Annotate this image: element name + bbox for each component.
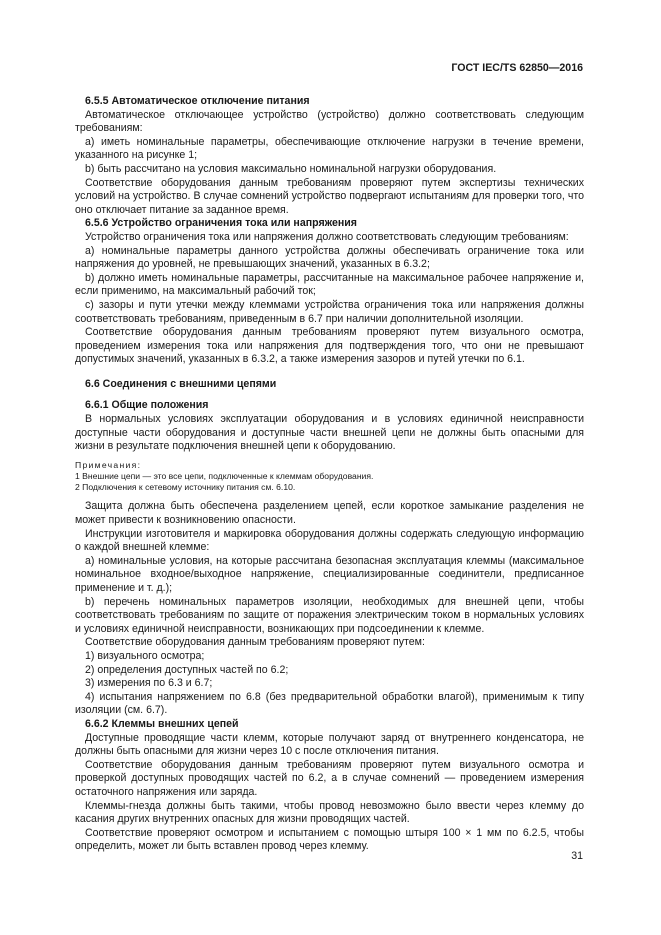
list-item: 3) измерения по 6.3 и 6.7; (85, 677, 213, 690)
page-body (75, 95, 584, 854)
paragraph: В нормальных условиях эксплуатации оборудования и в условиях единичной неисправности доступные части оборудования и доступные части внешней цепи не должны быть опасными для жизни в результате подключения внешней цепи к оборудованию. (75, 413, 584, 453)
paragraph: Соответствие оборудования данным требованиям проверяют путем экспертизы технических условий на устройство. В случае сомнений устройство подвергают испытаниям для проверки того, что оно отключает питание за заданное время. (75, 176, 584, 216)
heading-6-6: 6.6 Соединения с внешними цепями (85, 377, 277, 390)
note-item: 2 Подключения к сетевому источнику питания см. 6.10. (75, 482, 296, 493)
list-item: а) иметь номинальные параметры, обеспечивающие отключение нагрузки в течение времени, указанного на рисунке 1; (75, 135, 584, 162)
list-item: а) номинальные условия, на которые рассчитана безопасная эксплуатация клеммы (максимальное номинальное входное/выходное напряжение, специализированные соединители, предписанное применение и т. д.); (75, 554, 584, 595)
list-item: а) номинальные параметры данного устройства должны обеспечивать ограничение тока или напряжения до уровней, не превышающих значений, указанных в 6.3.2; (75, 244, 584, 271)
page-number: 31 (571, 850, 583, 862)
list-item: 1) визуального осмотра; (85, 649, 205, 662)
heading-6-6-2: 6.6.2 Клеммы внешних цепей (85, 717, 239, 730)
paragraph: Соответствие оборудования данным требованиям проверяют путем визуального осмотра и проверкой доступных проводящих частей по 6.2, а в случае сомнений — проведением измерения остаточного напряжения или заряда. (75, 758, 584, 798)
paragraph: Автоматическое отключающее устройство (устройство) должно соответствовать следующим требованиям: (75, 108, 584, 135)
list-item: b) перечень номинальных параметров изоляции, необходимых для внешней цепи, чтобы соответствовать требованиям по защите от поражения электрическим током в нормальных условиях и условиях единичной неисправности, возникающих при подсоединении к клемме. (75, 595, 584, 635)
paragraph: Клеммы-гнезда должны быть такими, чтобы провод невозможно было ввести через клемму до касания других внутренних опасных для жизни проводящих частей. (75, 799, 584, 826)
paragraph: Защита должна быть обеспечена разделением цепей, если короткое замыкание разделения не может привести к возникновению опасности. (75, 500, 584, 527)
paragraph: Соответствие оборудования данным требованиям проверяют путем визуального осмотра, проведением измерения тока или напряжения для подтверждения того, что они не превышают допустимых значений, указанных в 6.3.2, а также измерения зазоров и путей утечки по 6.1. (75, 326, 584, 366)
heading-6-5-5: 6.5.5 Автоматическое отключение питания (85, 95, 310, 107)
paragraph: Соответствие оборудования данным требованиям проверяют путем: (85, 636, 425, 649)
list-item: с) зазоры и пути утечки между клеммами устройства ограничения тока или напряжения должны соответствовать требованиям, приведенным в 6.7 при наличии дополнительной изоляции. (75, 298, 584, 325)
paragraph: Инструкции изготовителя и маркировка оборудования должны содержать следующую информацию о каждой внешней клемме: (75, 527, 584, 554)
heading-6-6-1: 6.6.1 Общие положения (85, 399, 209, 412)
note-item: 1 Внешние цепи — это все цепи, подключенные к клеммам оборудования. (75, 471, 374, 482)
notes-title: Примечания: (75, 459, 142, 470)
list-item: 4) испытания напряжением по 6.8 (без предварительной обработки влагой), применимым к типу изоляции (см. 6.7). (75, 690, 584, 717)
paragraph: Соответствие проверяют осмотром и испытанием с помощью штыря 100 × 1 мм по 6.2.5, чтобы определить, может ли быть вставлен провод через клемму. (75, 826, 584, 853)
list-item: b) быть рассчитано на условия максимально номинальной нагрузки оборудования. (85, 162, 497, 175)
paragraph: Устройство ограничения тока или напряжения должно соответствовать следующим требованиям: (85, 230, 569, 243)
paragraph: Доступные проводящие части клемм, которые получают заряд от внутреннего конденсатора, не должны быть опасными для жизни через 10 с после отключения питания. (75, 731, 584, 758)
notes-block (75, 460, 584, 494)
document-id: ГОСТ IEC/TS 62850—2016 (451, 62, 583, 74)
heading-6-5-6: 6.5.6 Устройство ограничения тока или напряжения (85, 217, 357, 230)
list-item: b) должно иметь номинальные параметры, рассчитанные на максимальное рабочее напряжение и, если применимо, на максимальный рабочий ток; (75, 271, 584, 298)
list-item: 2) определения доступных частей по 6.2; (85, 663, 289, 676)
